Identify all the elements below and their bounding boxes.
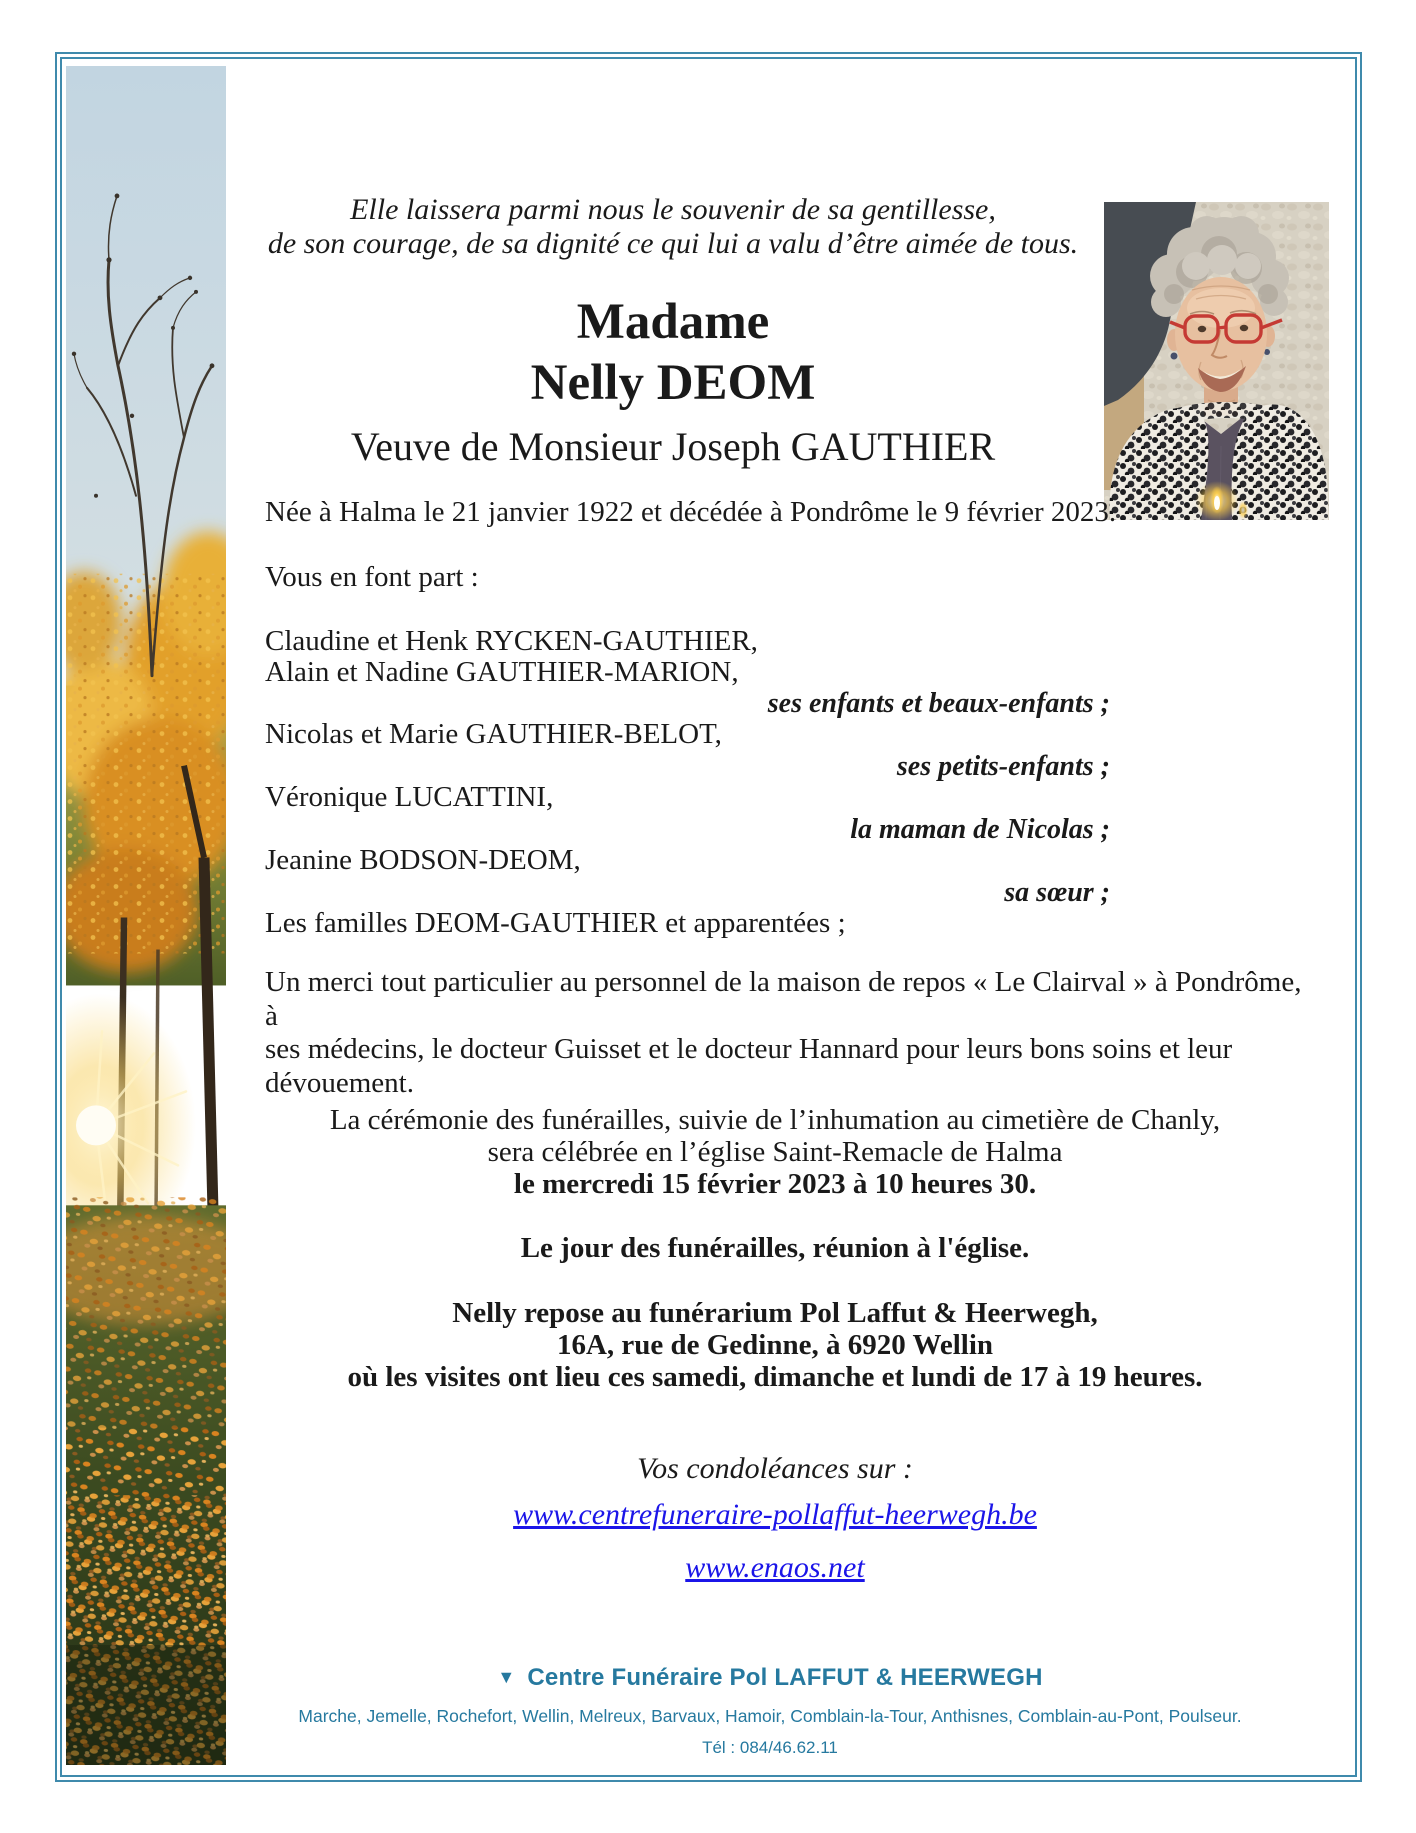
thanks-line: ses médecins, le docteur Guisset et le docteur Hannard pour leurs bons soins et leur: [265, 1033, 1233, 1065]
thanks-line: dévouement.: [265, 1066, 414, 1099]
portrait-photo: [1104, 202, 1329, 520]
repose-line: 16A, rue de Gedinne, à 6920 Wellin: [556, 1329, 994, 1361]
repose-line: où les visites ont lieu ces samedi, dimanche et lundi de 17 à 19 heures.: [347, 1361, 1203, 1393]
funeral-home-locations: Marche, Jemelle, Rochefort, Wellin, Melreux, Barvaux, Hamoir, Comblain-la-Tour, Anthisnes, Comblain-au-Pont, Poulseur.: [298, 1706, 1242, 1726]
epigraph-line: de son courage, de sa dignité ce qui lui a valu d’être aimée de tous.: [267, 227, 1079, 260]
announcement-line: Vous en font part :: [265, 561, 479, 593]
family-relation: ses enfants et beaux-enfants ;: [767, 688, 1110, 719]
title-subtitle: Veuve de Monsieur Joseph GAUTHIER: [350, 424, 996, 469]
repose-block: [240, 1297, 1310, 1393]
autumn-photo-illustration: [66, 66, 226, 1765]
meeting-line: Le jour des funérailles, réunion à l'église.: [520, 1232, 1030, 1264]
condolences-link-wrap: [240, 1551, 1310, 1585]
family-relation: ses petits-enfants ;: [896, 751, 1110, 782]
title-salutation: Madame: [576, 294, 770, 350]
funeral-home-logo-icon: ▼: [497, 1667, 516, 1687]
birth-death-line: Née à Halma le 21 janvier 1922 et décédée à Pondrôme le 9 février 2023.: [265, 496, 1117, 528]
family-name: Véronique LUCATTINI,: [265, 781, 554, 813]
family-name: Nicolas et Marie GAUTHIER-BELOT,: [265, 718, 722, 750]
ceremony-line: La cérémonie des funérailles, suivie de l’inhumation au cimetière de Chanly,: [329, 1104, 1221, 1136]
funeral-home-brand: [160, 1664, 1380, 1692]
ceremony-line: sera célébrée en l’église Saint-Remacle de Halma: [487, 1136, 1063, 1168]
family-relation: la maman de Nicolas ;: [850, 814, 1110, 845]
portrait-illustration: [1104, 202, 1329, 520]
family-relation: sa sœur ;: [1004, 877, 1110, 908]
thanks-paragraph: [265, 966, 1310, 1100]
title-block: [240, 292, 1106, 414]
condolences-link-2[interactable]: www.enaos.net: [685, 1551, 865, 1584]
family-name: Alain et Nadine GAUTHIER-MARION,: [265, 656, 739, 688]
condolences-link-1[interactable]: www.centrefuneraire-pollaffut-heerwegh.be: [513, 1498, 1037, 1531]
funeral-home-name: Centre Funéraire Pol LAFFUT & HEERWEGH: [527, 1664, 1043, 1691]
family-name: Claudine et Henk RYCKEN-GAUTHIER,: [265, 625, 758, 657]
ceremony-block: [240, 1104, 1310, 1200]
family-name: Jeanine BODSON-DEOM,: [265, 844, 581, 876]
epigraph: [240, 193, 1106, 261]
ceremony-datetime: le mercredi 15 février 2023 à 10 heures 30.: [513, 1168, 1037, 1200]
funeral-home-phone: Tél : 084/46.62.11: [702, 1738, 838, 1757]
condolences-label: Vos condoléances sur :: [637, 1452, 913, 1485]
epigraph-line: Elle laissera parmi nous le souvenir de sa gentillesse,: [350, 193, 996, 226]
autumn-photo-strip: [66, 66, 226, 1765]
thanks-line: Un merci tout particulier au personnel de la maison de repos « Le Clairval » à Pondrôme, à: [265, 966, 1302, 1032]
condolences-link-wrap: [240, 1498, 1310, 1532]
repose-line: Nelly repose au funérarium Pol Laffut & Heerwegh,: [452, 1297, 1098, 1329]
deceased-name: Nelly DEOM: [530, 355, 816, 411]
families-line: Les familles DEOM-GAUTHIER et apparentées ;: [265, 907, 846, 939]
